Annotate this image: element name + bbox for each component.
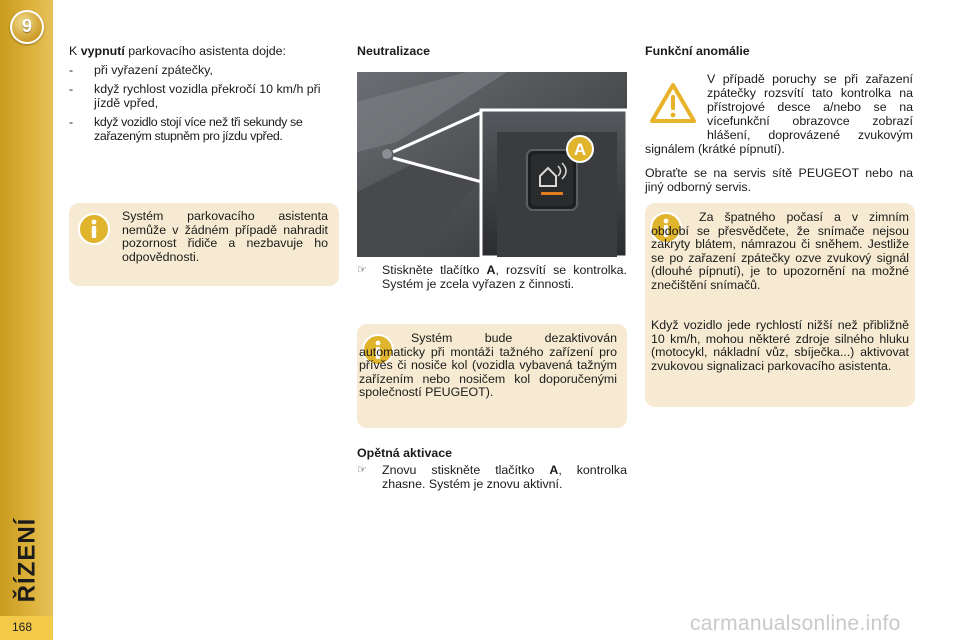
list-item: - při vyřazení zpátečky, [69, 63, 213, 77]
list-item-text: když rychlost vozidla překročí 10 km/h při jízdě vpřed, [94, 82, 321, 110]
heading-reactivation: Opětná aktivace [357, 446, 453, 460]
intro-pre: K [69, 44, 81, 58]
info-text: Systém bude dezaktivován automaticky při montáži tažného zařízení pro přívěs či nosiče kol (vozidla vybavená tažným zařízením nebo nosičem kol doporučenými společností PEUGEOT). [359, 331, 617, 399]
deactivation-list [69, 63, 341, 148]
dashboard-illustration [357, 72, 627, 257]
button-ref: A [486, 263, 496, 277]
instruction-post: , rozsvítí se kontrolka. Systém je zcela vyřazen z činnosti. [382, 263, 627, 291]
instruction-enable [357, 463, 627, 491]
page-number-box [0, 616, 53, 640]
heading-malfunction: Funkční anomálie [645, 44, 750, 58]
list-item-text: při vyřazení zpátečky, [94, 63, 213, 77]
instruction-pre: Znovu stiskněte tlačítko [382, 463, 550, 477]
intro-post: parkovacího asistenta dojde: [124, 44, 286, 58]
button-photo [357, 72, 627, 257]
heading-neutralization: Neutralizace [357, 44, 431, 58]
malfunction-text-content: V případě poruchy se při zařazení zpátečky rozsvítí tato kontrolka na přístrojové desce a/nebo se na vícefunkční obrazovce zobrazí hlášení, doprovázené zvukovým signálem (krátké pípnutí). [645, 72, 913, 156]
chapter-sidebar [0, 0, 53, 640]
malfunction-text [645, 72, 913, 156]
service-text: Obraťte se na servis sítě PEUGEOT nebo na jiný odborný servis. [645, 166, 913, 194]
pointing-finger-icon: ☞ [357, 464, 367, 476]
instruction-post: , kontrolka zhasne. Systém je znovu aktivní. [382, 463, 627, 491]
instruction-disable [357, 263, 627, 291]
instruction-pre: Stiskněte tlačítko [382, 263, 487, 277]
chapter-title [7, 517, 47, 603]
list-item-text: když vozidlo stojí více než tři sekundy se zařazeným stupněm pro jízdu vpřed. [94, 115, 303, 143]
info-circle-icon [77, 212, 111, 246]
info-text-weather: Za špatného počasí a v zimním období se přesvědčete, že snímače nejsou zakryty blátem, námrazou či sněhem. Jestliže se po zařazení zpátečky ozve zvukový signál (dlouhé pípnutí), je to upozornění na možné znečištění snímačů. [651, 210, 909, 292]
wrap-spacer [645, 72, 707, 140]
list-item: - když vozidlo stojí více než tři sekundy se zařazeným stupněm pro jízdu vpřed. [69, 115, 303, 143]
deactivation-intro [69, 44, 344, 58]
chapter-badge [10, 10, 44, 44]
info-box-responsibility [69, 203, 339, 286]
button-callout-label: A [573, 140, 587, 159]
info-text-noise: Když vozidlo jede rychlostí nižší než přibližně 10 km/h, mohou některé zdroje silného hluku (motocykl, nákladní vůz, sbíječka...) aktivovat zvukovou signalizaci parkovacího asistenta. [651, 318, 909, 373]
intro-bold: vypnutí [80, 44, 125, 58]
chapter-title-text: ŘÍZENÍ [13, 517, 41, 603]
info-text: Systém parkovacího asistenta nemůže v žádném případě nahradit pozornost řidiče a nezbavuje ho odpovědnosti. [122, 209, 328, 264]
page-number: 168 [12, 620, 33, 634]
info-box-weather [645, 203, 915, 407]
chapter-number: 9 [21, 16, 32, 36]
watermark: carmanualsonline.info [690, 612, 901, 635]
list-item: - když rychlost vozidla překročí 10 km/h při jízdě vpřed, [69, 82, 321, 110]
button-ref: A [549, 463, 559, 477]
pointing-finger-icon: ☞ [357, 264, 367, 276]
info-box-tow [357, 324, 627, 428]
